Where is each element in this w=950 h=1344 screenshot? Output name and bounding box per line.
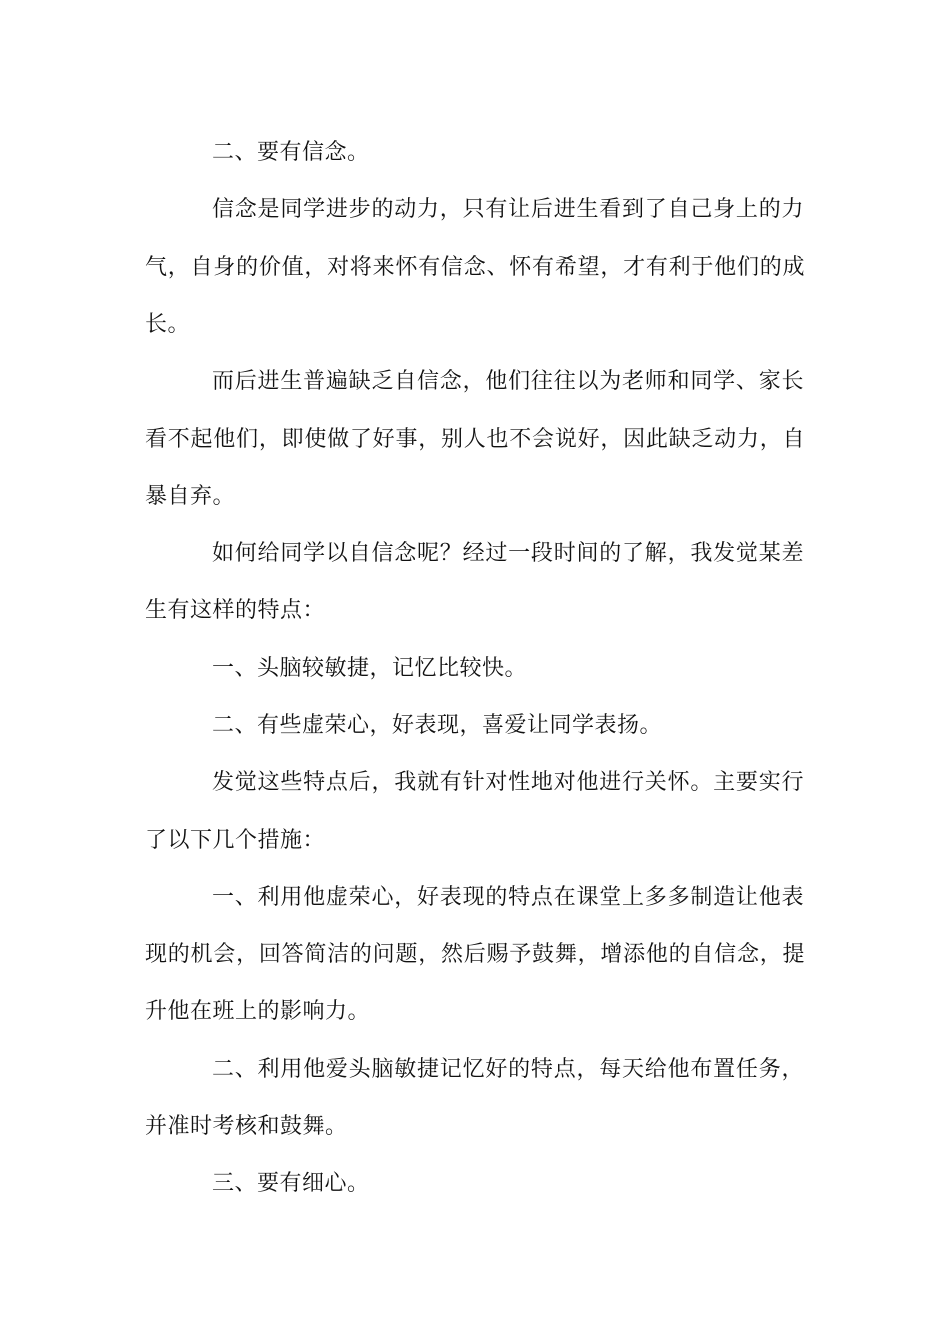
measure-two-line: 二、利用他爱头脑敏捷记忆好的特点，每天给他布置任务， (212, 1057, 804, 1082)
section-heading-belief: 二、要有信念。 (212, 140, 370, 165)
section-heading-care: 三、要有细心。 (212, 1171, 370, 1196)
measure-two-line: 并准时考核和鼓舞。 (145, 1114, 348, 1139)
paragraph-line: 气，自身的价值，对将来怀有信念、怀有希望，才有利于他们的成 (145, 255, 805, 280)
paragraph-line: 看不起他们，即使做了好事，别人也不会说好，因此缺乏动力，自 (145, 427, 805, 452)
measure-one-line: 现的机会，回答简洁的问题，然后赐予鼓舞，增添他的自信念，提 (145, 942, 805, 967)
paragraph-line: 暴自弃。 (145, 484, 236, 509)
list-item-one: 一、头脑较敏捷，记忆比较快。 (212, 656, 528, 681)
paragraph-line: 发觉这些特点后，我就有针对性地对他进行关怀。主要实行 (212, 770, 804, 795)
measure-one-line: 一、利用他虚荣心，好表现的特点在课堂上多多制造让他表 (212, 885, 804, 910)
paragraph-line: 信念是同学进步的动力，只有让后进生看到了自己身上的力 (212, 197, 804, 222)
paragraph-line: 长。 (145, 312, 191, 337)
paragraph-line: 了以下几个措施： (145, 828, 326, 853)
paragraph-line: 如何给同学以自信念呢？经过一段时间的了解，我发觉某差 (212, 541, 804, 566)
paragraph-line: 生有这样的特点： (145, 598, 326, 623)
list-item-two: 二、有些虚荣心，好表现，喜爱让同学表扬。 (212, 713, 663, 738)
paragraph-line: 而后进生普遍缺乏自信念，他们往往以为老师和同学、家长 (212, 369, 804, 394)
measure-one-line: 升他在班上的影响力。 (145, 999, 371, 1024)
